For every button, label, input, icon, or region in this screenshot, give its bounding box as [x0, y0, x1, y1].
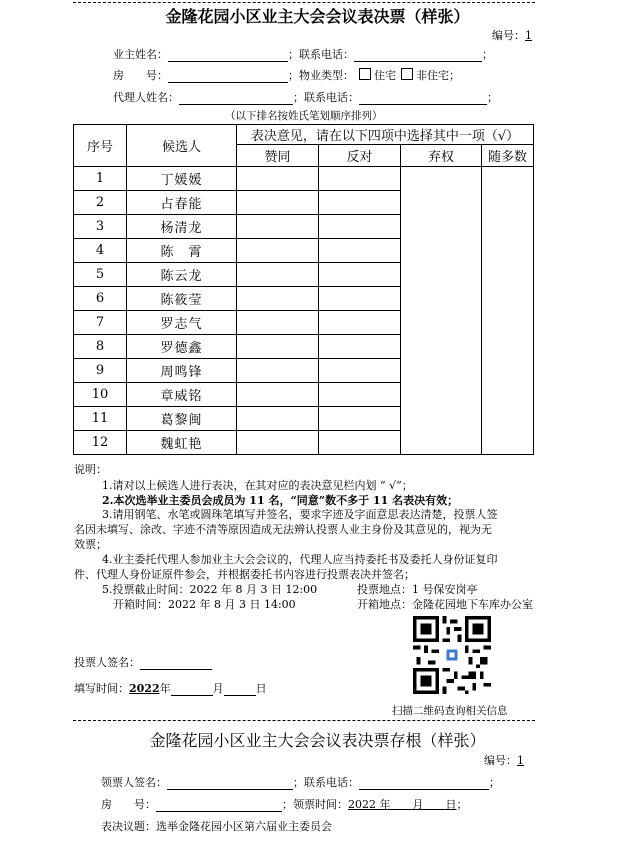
- opinion-oppose-header: 反对: [319, 145, 401, 167]
- agree-cell[interactable]: [237, 431, 319, 455]
- candidate-name: 杨清龙: [127, 215, 237, 239]
- stub-agenda-label: 表决议题：: [101, 820, 156, 833]
- phone-label: 联系电话：: [299, 48, 354, 61]
- voter-sign-row: [74, 654, 212, 670]
- col-candidate-header: 候选人: [127, 125, 237, 167]
- candidate-name: 周鸣锋: [127, 359, 237, 383]
- stub-phone-field[interactable]: [359, 776, 489, 790]
- stub-receiver-label: 领票人签名：: [101, 776, 167, 789]
- agree-cell[interactable]: [237, 407, 319, 431]
- candidate-name: 陈云龙: [127, 263, 237, 287]
- non-residential-option: 非住宅: [416, 69, 449, 82]
- agree-cell[interactable]: [237, 239, 319, 263]
- stub-room-field[interactable]: [156, 798, 282, 812]
- note-3c: 效票；: [74, 538, 107, 551]
- candidate-name: 陈筱莹: [127, 287, 237, 311]
- agent-name-label: 代理人姓名：: [113, 91, 179, 104]
- opinion-abstain-header: 弃权: [401, 145, 482, 167]
- opinion-agree-header: 赞同: [237, 145, 319, 167]
- ticket-number-label: 编号：: [492, 29, 525, 42]
- oppose-cell[interactable]: [319, 383, 401, 407]
- room-row: 房 号： ；物业类型： 住宅 非住宅；: [113, 69, 460, 82]
- note-3a: 3.请用钢笔、水笔或圆珠笔填写并签名，要求字迹及字面意思表达清楚，投票人签: [102, 508, 498, 521]
- voter-sign-field[interactable]: [140, 656, 212, 670]
- owner-name-label: 业主姓名：: [113, 48, 168, 61]
- note-5a: 5.投票截止时间：2022 年 8 月 3 日 12:00: [102, 583, 318, 596]
- agree-cell[interactable]: [237, 167, 319, 191]
- room-label: 房 号：: [113, 69, 168, 82]
- agent-phone-label: 联系电话：: [304, 91, 359, 104]
- notes-label: 说明：: [74, 463, 107, 476]
- oppose-cell[interactable]: [319, 239, 401, 263]
- property-type-label: 物业类型：: [299, 69, 354, 82]
- room-field[interactable]: [168, 69, 288, 83]
- majority-cell[interactable]: [482, 167, 534, 455]
- oppose-cell[interactable]: [319, 431, 401, 455]
- agent-phone-field[interactable]: [359, 91, 487, 105]
- agree-cell[interactable]: [237, 215, 319, 239]
- oppose-cell[interactable]: [319, 167, 401, 191]
- stub-receiver-field[interactable]: [167, 776, 293, 790]
- stub-room-label: 房 号：: [101, 798, 156, 811]
- note-5b: 投票地点：1 号保安岗亭: [357, 583, 478, 596]
- qr-code-icon[interactable]: [413, 616, 491, 694]
- opinion-header: 表决意见，请在以下四项中选择其中一项（√）: [237, 125, 534, 145]
- cut-line: [73, 720, 535, 721]
- qr-caption: 扫描二维码查询相关信息: [392, 705, 508, 717]
- row-number: 5: [74, 263, 127, 287]
- candidate-name: 占春能: [127, 191, 237, 215]
- agree-cell[interactable]: [237, 359, 319, 383]
- top-cut-line: [73, 2, 535, 3]
- fill-day-field[interactable]: [224, 682, 256, 696]
- stub-agenda-row: [101, 818, 332, 834]
- candidate-name: 章威铭: [127, 383, 237, 407]
- stub-receiver-row: 领票人签名： ；联系电话： ；: [101, 776, 500, 789]
- fill-year: 2022: [129, 682, 160, 695]
- oppose-cell[interactable]: [319, 311, 401, 335]
- ticket-number: [492, 27, 532, 43]
- stub-phone-label: 联系电话：: [304, 776, 359, 789]
- agree-cell[interactable]: [237, 335, 319, 359]
- candidate-name: 葛黎闽: [127, 407, 237, 431]
- oppose-cell[interactable]: [319, 335, 401, 359]
- non-residential-checkbox[interactable]: [401, 68, 413, 80]
- owner-name-field[interactable]: [168, 48, 288, 62]
- opinion-majority-header: 随多数: [482, 145, 534, 167]
- stub-receive-time-label: 领票时间：: [293, 798, 348, 811]
- stub-agenda-value: 选举金隆花园小区第六届业主委员会: [156, 820, 332, 833]
- stub-number: [484, 752, 524, 768]
- fill-month-field[interactable]: [171, 682, 213, 696]
- residential-option: 住宅: [374, 69, 396, 82]
- row-number: 10: [74, 383, 127, 407]
- candidate-name: 陈 霄: [127, 239, 237, 263]
- fill-time-row: [74, 680, 267, 696]
- agree-cell[interactable]: [237, 191, 319, 215]
- row-number: 11: [74, 407, 127, 431]
- note-1: 1.请对以上候选人进行表决，在其对应的表决意见栏内划 “ √”；: [102, 479, 413, 492]
- table-row: [74, 167, 534, 191]
- stub-title: 金隆花园小区业主大会会议表决票存根（样张）: [149, 731, 486, 750]
- agree-cell[interactable]: [237, 287, 319, 311]
- note-4b: 件、代理人身份证原件参会，并根据委托书内容进行投票表决并签名；: [74, 568, 415, 581]
- phone-field[interactable]: [354, 48, 482, 62]
- row-number: 6: [74, 287, 127, 311]
- agree-cell[interactable]: [237, 263, 319, 287]
- order-note: （以下排名按姓氏笔划顺序排列）: [225, 110, 383, 122]
- stub-number-label: 编号：: [484, 754, 517, 767]
- note-5d: 开箱地点：金隆花园地下车库办公室: [357, 598, 533, 611]
- vote-table: [73, 124, 534, 455]
- voter-sign-label: 投票人签名：: [74, 656, 140, 669]
- row-number: 12: [74, 431, 127, 455]
- candidate-name: 罗德鑫: [127, 335, 237, 359]
- row-number: 2: [74, 191, 127, 215]
- col-index-header: 序号: [74, 125, 127, 167]
- oppose-cell[interactable]: [319, 287, 401, 311]
- agent-name-field[interactable]: [179, 91, 293, 105]
- row-number: 4: [74, 239, 127, 263]
- owner-name-row: 业主姓名： ；联系电话： ；: [113, 48, 493, 61]
- stub-room-row: 房 号： ；领票时间：2022 年 月 日；: [101, 798, 468, 811]
- row-number: 7: [74, 311, 127, 335]
- day-unit: 日: [255, 682, 267, 695]
- residential-checkbox[interactable]: [359, 68, 371, 80]
- agent-row: 代理人姓名： ；联系电话： ；: [113, 91, 498, 104]
- month-unit: 月: [212, 682, 224, 695]
- oppose-cell[interactable]: [319, 359, 401, 383]
- stub-receive-time-value[interactable]: 2022 年 月 日: [348, 798, 457, 811]
- note-3b: 名因未填写、涂改、字迹不清等原因造成无法辨认投票人业主身份及其意见的，视为无: [74, 523, 492, 536]
- candidate-name: 罗志气: [127, 311, 237, 335]
- row-number: 1: [74, 167, 127, 191]
- stub-number-value: 1: [517, 754, 524, 767]
- row-number: 8: [74, 335, 127, 359]
- oppose-cell[interactable]: [319, 263, 401, 287]
- fill-time-label: 填写时间：: [74, 682, 129, 695]
- oppose-cell[interactable]: [319, 407, 401, 431]
- note-4a: 4.业主委托代理人参加业主大会会议的，代理人应当持委托书及委托人身份证复印: [102, 553, 498, 566]
- abstain-cell[interactable]: [401, 167, 482, 455]
- ticket-number-value: 1: [525, 29, 532, 42]
- ticket-title: 金隆花园小区业主大会会议表决票（样张）: [165, 7, 470, 26]
- candidate-name: 丁媛媛: [127, 167, 237, 191]
- row-number: 9: [74, 359, 127, 383]
- agree-cell[interactable]: [237, 383, 319, 407]
- note-5c: 开箱时间：2022 年 8 月 3 日 14:00: [113, 598, 296, 611]
- oppose-cell[interactable]: [319, 215, 401, 239]
- oppose-cell[interactable]: [319, 191, 401, 215]
- candidate-name: 魏虹艳: [127, 431, 237, 455]
- agree-cell[interactable]: [237, 311, 319, 335]
- year-unit: 年: [159, 682, 171, 695]
- note-2: 2.本次选举业主委员会成员为 11 名，“同意”数不多于 11 名表决有效；: [102, 494, 459, 507]
- row-number: 3: [74, 215, 127, 239]
